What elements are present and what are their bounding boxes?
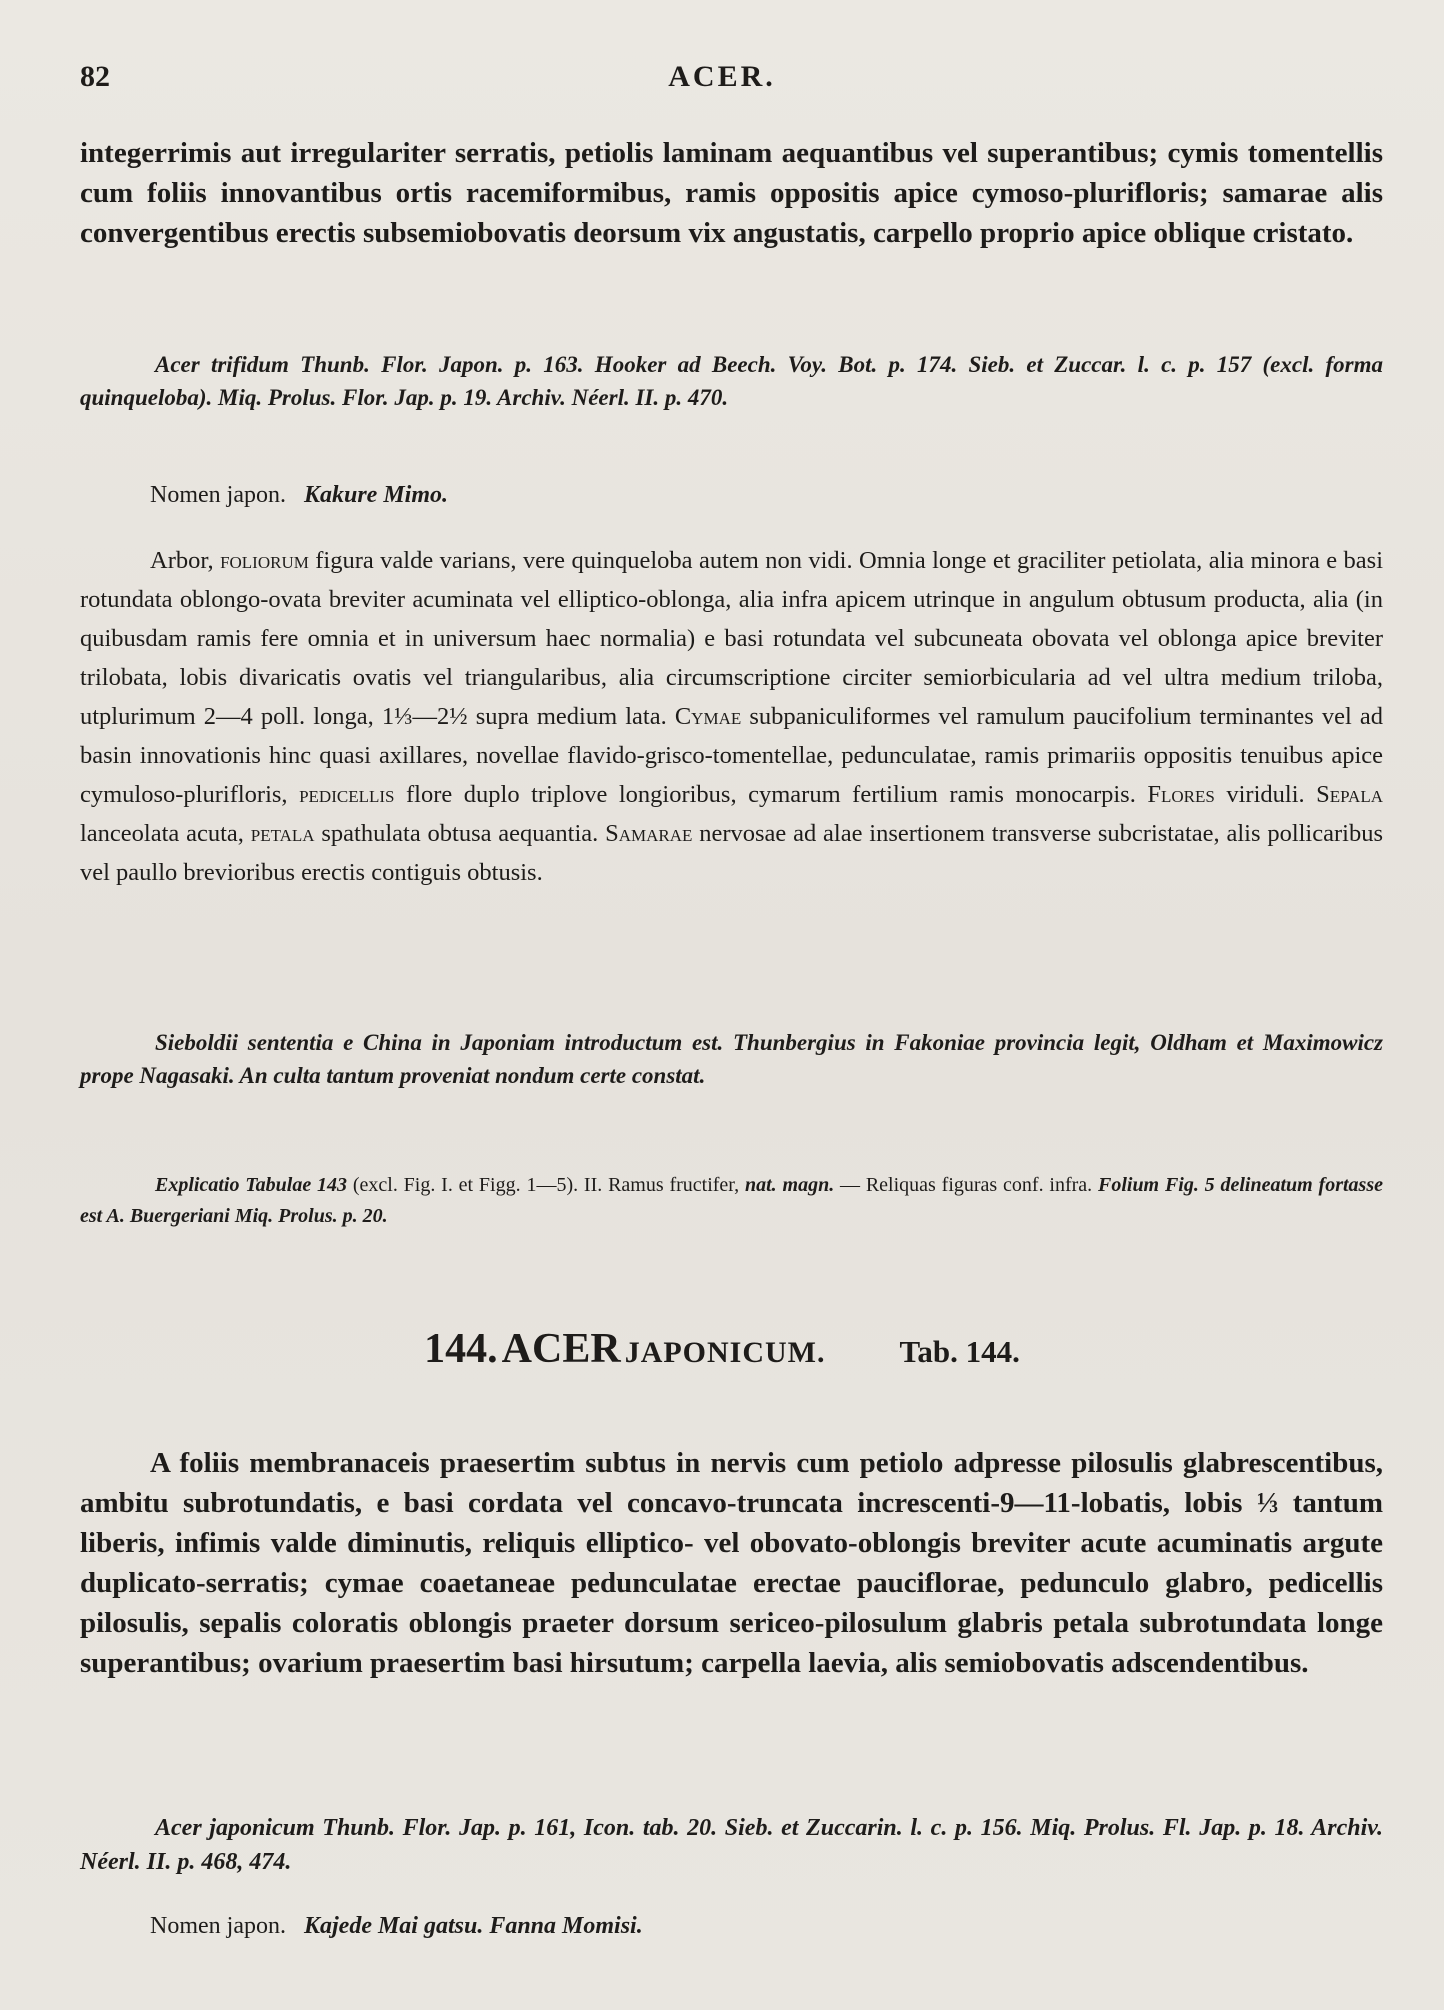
explanation-text: (excl. Fig. I. et Figg. 1—5). II. Ramus fructifer, [347,1174,745,1196]
running-head: ACER. [668,60,776,93]
desc-text: lanceolata acuta, [80,820,251,847]
desc-term-samarae: Samarae [605,820,693,847]
desc-term-cymae: Cymae [674,703,742,730]
species-epithet: JAPONICUM. [624,1336,826,1369]
plate-reference: Tab. 144. [899,1334,1020,1369]
desc-term-petala: petala [250,820,315,847]
synonymy-144: Acer japonicum Thunb. Flor. Jap. p. 161, Icon. tab. 20. Sieb. et Zuccarin. l. c. p. 156. Miq. Prolus. Fl. Jap. p. 18. Archiv. Néerl. II. p. 468, 474. [80,1815,1383,1875]
description-143 [80,541,1383,892]
desc-term-sepala: Sepala [1316,781,1383,808]
species-number: 144. [424,1326,498,1372]
explanation-natmagn: nat. magn. [745,1174,835,1196]
diagnosis-continuation: integerrimis aut irregulariter serratis, petiolis laminam aequantibus vel superantibus; cymis tomentellis cum foliis innovantibus ortis racemiformibus, ramis oppositis apice cymoso-plurifloris; samarae alis convergentibus erectis subsemiobovatis deorsum vix angustatis, carpello proprio apice oblique cristato. [80,137,1383,249]
plate-explanation-143 [80,1170,1383,1232]
desc-term-foliorum: foliorum [220,547,309,574]
desc-term-pedicellis: pedicellis [299,781,395,808]
synonymy-143: Acer trifidum Thunb. Flor. Japon. p. 163. Hooker ad Beech. Voy. Bot. p. 174. Sieb. et Zuccar. l. c. p. 157 (excl. forma quinqueloba). Miq. Prolus. Flor. Jap. p. 19. Archiv. Néerl. II. p. 470. [80,352,1383,410]
desc-text: subpaniculiformes vel ramulum paucifolium terminantes vel ad basin innovationis hinc quasi axillares, novellae flavido-grisco-tomentellae, pedunculatae, ramis primariis oppositis tenuibus apice cymuloso-plurifloris, [80,703,1384,808]
page-number: 82 [80,60,110,93]
explanation-label: Explicatio Tabulae 143 [155,1174,348,1196]
explanation-folium: Folium Fig. 5 delineatum fortasse est A. Buergeriani Miq. Prolus. p. 20. [80,1174,1383,1227]
desc-text: spathulata obtusa aequantia. [314,820,606,847]
desc-text: nervosae ad alae insertionem transverse subcristatae, alis pollicaribus vel paullo brevioribus erectis contiguis obtusis. [80,820,1383,886]
vernacular-label: Nomen japon. [150,1913,286,1939]
species-genus: ACER [501,1326,621,1372]
vernacular-name-143 [80,479,1383,511]
vernacular-value: Kakure Mimo. [303,482,449,508]
desc-text: flore duplo triplove longioribus, cymarum fertilium ramis monocarpis. [394,781,1148,808]
vernacular-name-144 [80,1910,1383,1942]
desc-text: viriduli. [1214,781,1317,808]
desc-term-flores: Flores [1147,781,1215,808]
desc-text: figura valde varians, vere quinqueloba autem non vidi. Omnia longe et graciliter petiolata, alia minora e basi rotundata oblongo-ovata breviter acuminata vel elliptico-oblonga, alia infra apicem utrinque in angulum obtusum producta, alia (in quibusdam ramis fere omnia et in universum haec normalia) e basi rotundata vel subcuneata obovata vel oblonga apice breviter trilobata, lobis divaricatis ovatis vel triangularibus, alia circumscriptione circiter semiorbicularia ad vel ultra medium triloba, utplurimum 2—4 poll. longa, 1⅓—2½ supra medium lata. [80,547,1383,730]
species-heading-144 [0,1325,1444,1373]
desc-text: Arbor, [150,547,221,574]
page-header [80,60,1364,100]
vernacular-value: Kajede Mai gatsu. Fanna Momisi. [303,1913,643,1939]
explanation-text: — Reliquas figuras conf. infra. [834,1174,1098,1196]
diagnosis-144: A foliis membranaceis praesertim subtus in nervis cum petiolo adpresse pilosulis glabrescentibus, ambitu subrotundatis, e basi cordata vel concavo-truncata increscenti-9—11-lobatis, lobis ⅓ tantum liberis, infimis valde diminutis, reliquis elliptico- vel obovato-oblongis breviter acute acuminatis argute duplicato-serratis; cymae coaetaneae pedunculatae erectae pauciflorae, pedunculo glabro, pedicellis pilosulis, sepalis coloratis oblongis praeter dorsum sericeo-pilosulum glabris petala subrotundata longe superantibus; ovarium praesertim basi hirsutum; carpella laevia, alis semiobovatis adscendentibus. [80,1447,1383,1679]
vernacular-label: Nomen japon. [150,482,286,508]
note-143: Sieboldii sententia e China in Japoniam introductum est. Thunbergius in Fakoniae provincia legit, Oldham et Maximowicz prope Nagasaki. An culta tantum proveniat nondum certe constat. [80,1030,1383,1088]
